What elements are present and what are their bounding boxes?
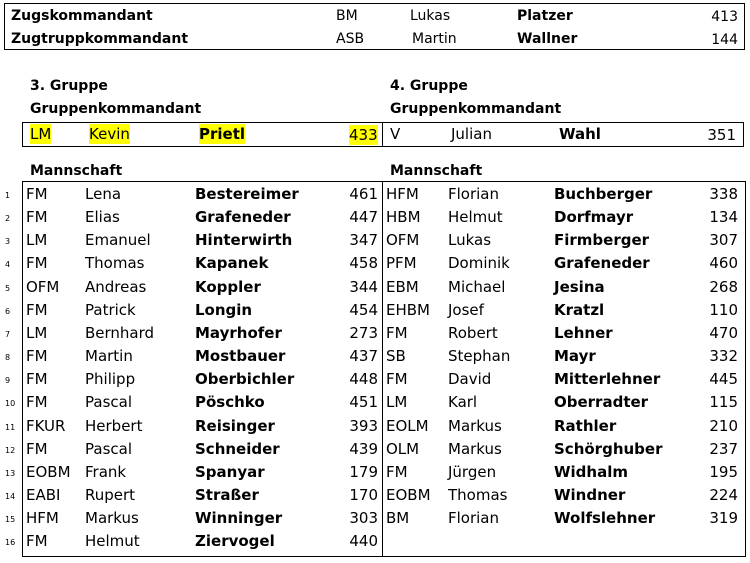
row-number: 15 [5,515,16,525]
member-number: 195 [709,462,738,481]
header-role-1: Zugskommandant [11,8,153,24]
member-number: 437 [349,347,378,366]
member-number: 237 [709,439,738,458]
member-number: 332 [709,347,738,366]
member-last-name: Oberradter [554,393,649,412]
group3-subtitle: Gruppenkommandant [30,101,202,117]
member-rank: FM [386,370,408,389]
member-first-name: Thomas [448,485,508,504]
member-rank: BM [386,509,410,528]
row-number: 6 [5,306,11,316]
member-rank: OFM [26,277,60,296]
member-rank: EHBM [386,300,430,319]
group4-team-title: Mannschaft [390,163,483,179]
member-first-name: Thomas [85,254,145,273]
member-first-name: Helmut [85,532,140,551]
member-last-name: Mayrhofer [195,323,282,342]
member-number: 393 [349,416,378,435]
member-last-name: Ziervogel [195,532,275,551]
group3-leader-first: Kevin [89,125,130,143]
member-rank: FM [386,462,408,481]
header-num-1: 413 [711,9,738,25]
row-number: 9 [5,376,11,386]
member-last-name: Koppler [195,277,261,296]
member-first-name: Markus [85,509,139,528]
row-number: 5 [5,283,11,293]
member-number: 338 [709,185,738,203]
row-number: 13 [5,468,16,478]
member-number: 470 [709,323,738,342]
member-first-name: Florian [448,509,500,528]
member-number: 439 [349,439,378,458]
member-number: 115 [709,393,738,412]
member-last-name: Kapanek [195,254,269,273]
row-number: 8 [5,353,11,363]
member-last-name: Spanyar [195,462,265,481]
member-first-name: Bernhard [85,323,155,342]
member-rank: FM [26,439,48,458]
group4-leader-first: Julian [451,125,492,143]
member-rank: FM [26,208,48,227]
member-last-name: Dorfmayr [554,208,634,227]
member-first-name: Emanuel [85,231,151,250]
member-first-name: Lukas [448,231,492,250]
member-first-name: Pascal [85,439,132,458]
member-first-name: Andreas [85,277,147,296]
member-number: 440 [349,532,378,551]
member-number: 319 [709,509,738,528]
group3-leader-rank: LM [30,125,52,143]
member-number: 454 [349,300,378,319]
member-rank: HFM [386,185,419,203]
group4-subtitle: Gruppenkommandant [390,101,562,117]
member-number: 344 [349,277,378,296]
member-number: 458 [349,254,378,273]
member-last-name: Mostbauer [195,347,286,366]
member-last-name: Kratzl [554,300,605,319]
member-first-name: Josef [448,300,484,319]
member-number: 210 [709,416,738,435]
member-number: 273 [349,323,378,342]
member-number: 134 [709,208,738,227]
member-first-name: Florian [448,185,500,203]
member-number: 451 [349,393,378,412]
member-rank: FM [26,393,48,412]
member-number: 307 [709,231,738,250]
member-last-name: Reisinger [195,416,275,435]
member-last-name: Longin [195,300,253,319]
row-number: 3 [5,237,11,247]
member-first-name: Pascal [85,393,132,412]
header-rank-1: BM [336,8,358,24]
member-number: 461 [349,185,378,203]
row-number: 10 [5,399,16,409]
header-last-1: Platzer [517,8,573,24]
member-first-name: Jürgen [448,462,497,481]
member-rank: FM [26,185,48,203]
member-number: 347 [349,231,378,250]
member-rank: EABI [26,485,61,504]
member-number: 170 [349,485,378,504]
member-last-name: Hinterwirth [195,231,293,250]
row-number: 7 [5,329,11,339]
row-number: 16 [5,538,16,548]
member-last-name: Grafeneder [195,208,291,227]
row-number: 2 [5,214,11,224]
header-first-2: Martin [412,31,457,47]
header-last-2: Wallner [517,31,578,47]
member-last-name: Schneider [195,439,280,458]
member-rank: SB [386,347,406,366]
member-last-name: Buchberger [554,185,653,203]
member-rank: FM [386,323,408,342]
member-number: 460 [709,254,738,273]
member-last-name: Bestereimer [195,185,299,203]
member-rank: OLM [386,439,420,458]
member-rank: FM [26,300,48,319]
member-rank: EBM [386,277,419,296]
member-first-name: Michael [448,277,506,296]
member-last-name: Grafeneder [554,254,650,273]
group4-leader-last: Wahl [559,125,601,143]
member-number: 448 [349,370,378,389]
header-num-2: 144 [711,32,738,48]
member-last-name: Windner [554,485,626,504]
row-number: 11 [5,422,16,432]
member-last-name: Oberbichler [195,370,295,389]
group4-leader-rank: V [390,125,401,143]
member-rank: EOBM [386,485,431,504]
member-rank: FM [26,532,48,551]
header-rank-2: ASB [336,31,365,47]
row-number: 12 [5,445,16,455]
member-first-name: Robert [448,323,498,342]
member-last-name: Straßer [195,485,259,504]
member-last-name: Widhalm [554,462,628,481]
member-number: 447 [349,208,378,227]
row-number: 4 [5,260,11,270]
group3-team-title: Mannschaft [30,163,123,179]
member-first-name: Karl [448,393,478,412]
header-role-2: Zugtruppkommandant [11,31,189,47]
member-first-name: Rupert [85,485,136,504]
member-last-name: Pöschko [195,393,265,412]
member-first-name: Frank [85,462,127,481]
member-rank: FM [26,254,48,273]
member-last-name: Rathler [554,416,617,435]
member-first-name: Philipp [85,370,136,389]
member-rank: FM [26,370,48,389]
member-first-name: Dominik [448,254,510,273]
member-last-name: Wolfslehner [554,509,656,528]
member-last-name: Schörghuber [554,439,663,458]
member-rank: LM [26,231,48,250]
member-first-name: Markus [448,439,502,458]
member-number: 303 [349,509,378,528]
team-table-divider [382,181,383,557]
member-number: 445 [709,370,738,389]
member-first-name: Herbert [85,416,143,435]
row-number: 1 [5,191,11,200]
member-first-name: Patrick [85,300,136,319]
member-rank: LM [26,323,48,342]
group3-title: 3. Gruppe [30,78,108,94]
group4-title: 4. Gruppe [390,78,468,94]
member-first-name: Markus [448,416,502,435]
member-first-name: Elias [85,208,120,227]
member-rank: HBM [386,208,421,227]
member-last-name: Firmberger [554,231,650,250]
member-number: 224 [709,485,738,504]
member-rank: HFM [26,509,59,528]
member-last-name: Lehner [554,323,613,342]
member-rank: PFM [386,254,417,273]
row-number: 14 [5,491,16,501]
member-number: 179 [349,462,378,481]
group4-leader-num: 351 [707,126,736,144]
member-last-name: Mitterlehner [554,370,661,389]
member-first-name: Lena [85,185,122,203]
member-last-name: Mayr [554,347,596,366]
member-rank: FKUR [26,416,66,435]
member-first-name: David [448,370,492,389]
member-rank: EOLM [386,416,429,435]
member-last-name: Winninger [195,509,283,528]
member-rank: LM [386,393,408,412]
member-rank: OFM [386,231,420,250]
header-first-1: Lukas [410,8,451,24]
member-number: 110 [709,300,738,319]
group3-leader-last: Prietl [199,125,246,143]
member-rank: EOBM [26,462,71,481]
member-rank: FM [26,347,48,366]
member-first-name: Helmut [448,208,503,227]
member-last-name: Jesina [554,277,605,296]
group3-leader-num: 433 [349,126,378,144]
member-first-name: Martin [85,347,133,366]
member-number: 268 [709,277,738,296]
member-first-name: Stephan [448,347,511,366]
